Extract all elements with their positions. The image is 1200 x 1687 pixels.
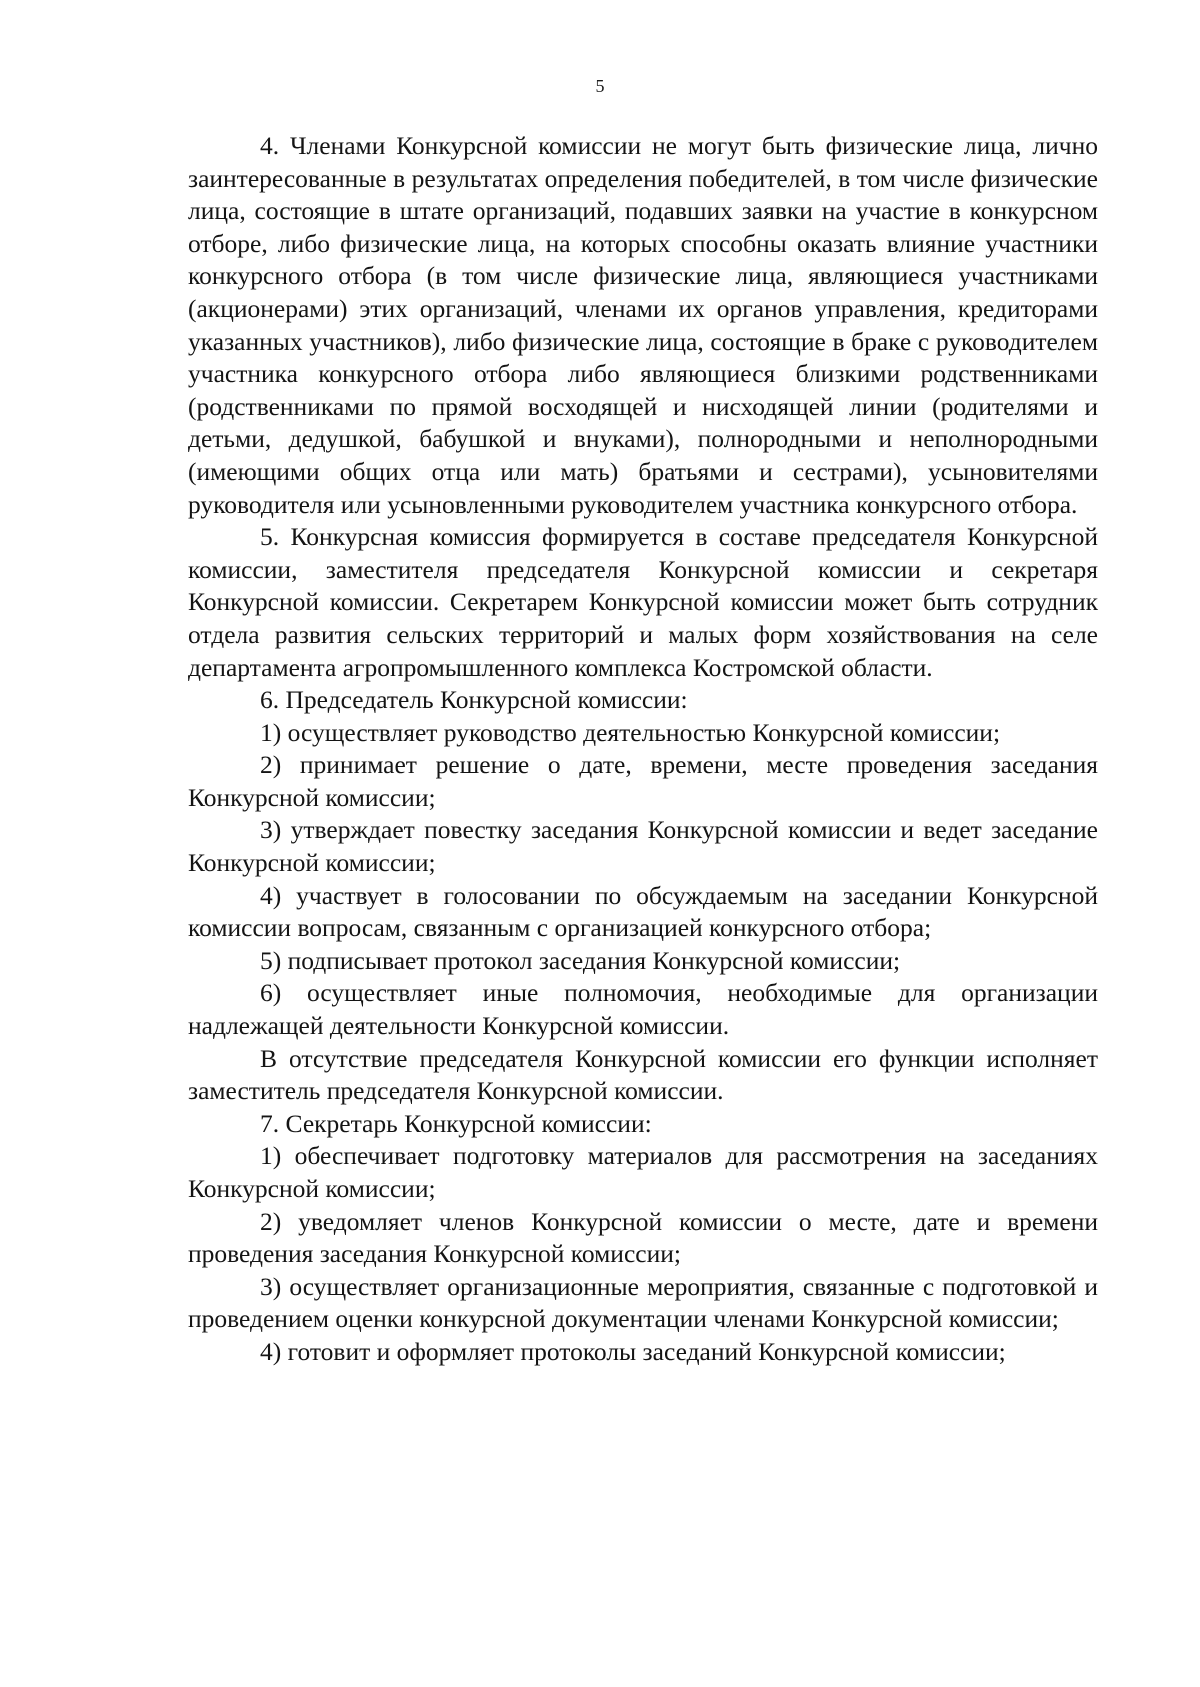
paragraph-4: 4. Членами Конкурсной комиссии не могут быть физические лица, лично заинтересованные в результатах определения победителей, в том числе физические лица, состоящие в штате организаций, подавших заявки на участие в конкурсном отборе, либо физические лица, на которых способны оказать влияние участники конкурсного отбора (в том числе физические лица, являющиеся участниками (акционерами) этих организаций, членами их органов управления, кредиторами указанных участников), либо физические лица, состоящие в браке с руководителем участника конкурсного отбора либо являющиеся близкими родственниками (родственниками по прямой восходящей и нисходящей линии (родителями и детьми, дедушкой, бабушкой и внуками), полнородными и неполнородными (имеющими общих отца или мать) братьями и сестрами), усыновителями руководителя или усыновленными руководителем участника конкурсного отбора. [188, 131, 1098, 519]
paragraph-6-heading: 6. Председатель Конкурсной комиссии: [260, 685, 688, 715]
paragraph-6-note: В отсутствие председателя Конкурсной комиссии его функции исполняет заместитель председателя Конкурсной комиссии. [188, 1043, 1098, 1106]
paragraph-6-item-1: 1) осуществляет руководство деятельностью Конкурсной комиссии; [260, 717, 1001, 747]
paragraph-5: 5. Конкурсная комиссия формируется в составе председателя Конкурсной комиссии, заместителя председателя Конкурсной комиссии и секретаря Конкурсной комиссии. Секретарем Конкурсной комиссии может быть сотрудник отдела развития сельских территорий и малых форм хозяйствования на селе департамента агропромышленного комплекса Костромской области. [188, 522, 1098, 682]
paragraph-7-item-3: 3) осуществляет организационные мероприятия, связанные с подготовкой и проведением оценки конкурсной документации членами Конкурсной комиссии; [188, 1271, 1098, 1334]
paragraph-6-item-6: 6) осуществляет иные полномочия, необходимые для организации надлежащей деятельности Конкурсной комиссии. [188, 978, 1098, 1041]
paragraph-6-item-2: 2) принимает решение о дате, времени, месте проведения заседания Конкурсной комиссии; [188, 750, 1098, 812]
paragraph-6-item-4: 4) участвует в голосовании по обсуждаемым на заседании Конкурсной комиссии вопросам, связанным с организацией конкурсного отбора; [188, 880, 1098, 943]
paragraph-6-item-5: 5) подписывает протокол заседания Конкурсной комиссии; [260, 945, 901, 975]
paragraph-7-item-2: 2) уведомляет членов Конкурсной комиссии о месте, дате и времени проведения заседания Конкурсной комиссии; [188, 1206, 1098, 1269]
page-number: 5 [595, 76, 605, 96]
paragraph-7-item-4: 4) готовит и оформляет протоколы заседаний Конкурсной комиссии; [260, 1336, 1006, 1366]
paragraph-7-heading: 7. Секретарь Конкурсной комиссии: [260, 1108, 652, 1138]
paragraph-6-item-3: 3) утверждает повестку заседания Конкурсной комиссии и ведет заседание Конкурсной комиссии; [188, 815, 1098, 878]
document-body [188, 130, 1098, 1369]
paragraph-7-item-1: 1) обеспечивает подготовку материалов для рассмотрения на заседаниях Конкурсной комиссии; [188, 1141, 1098, 1203]
